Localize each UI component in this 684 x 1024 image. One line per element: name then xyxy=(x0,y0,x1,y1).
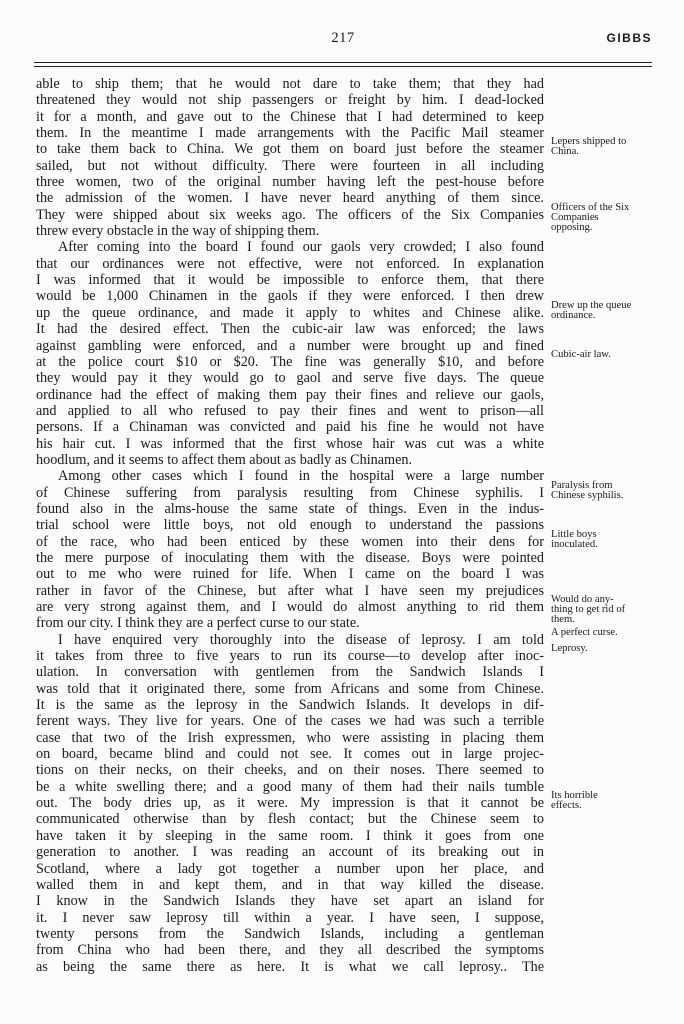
text-line: it takes from three to five years to run its course—to develop after inoc- xyxy=(36,648,544,665)
text-line: persons. If a Chinaman was convicted and paid his fine he would not have xyxy=(36,419,544,436)
text-line: tions on their necks, on their cheeks, and on their noses. There seemed to xyxy=(36,762,544,779)
margin-note-line: Companies xyxy=(551,211,599,223)
text-line: found also in the alms-house the same state of things. Even in the indus- xyxy=(36,500,544,517)
text-line: After coming into the board I found our gaols very crowded; I also found xyxy=(58,239,544,256)
text-line: at the police court $10 or $20. The fine was generally $10, and before xyxy=(36,353,544,370)
text-line: hoodlum, and it seems to affect them about as badly as Chinamen. xyxy=(36,451,413,468)
text-line: threatened they would not ship passengers or freight by him. I dead-locked xyxy=(36,92,544,109)
text-line: communicated otherwise than by flesh contact; but the Chinese seem to xyxy=(36,811,544,828)
margin-note xyxy=(551,350,611,360)
text-line: I was informed that it would be impossible to enforce them, that there xyxy=(36,272,544,289)
header-rule-upper xyxy=(34,62,652,63)
text-line: them. In the meantime I made arrangements with the Pacific Mail steamer xyxy=(36,125,544,142)
text-line: It is the same as the leprosy in the Sandwich Islands. It develops in dif- xyxy=(36,697,544,714)
text-line: generation to another. I was reading an account of its breaking out in xyxy=(36,844,544,861)
text-line: from China who had been there, and they all described the symptoms xyxy=(36,942,544,959)
margin-note xyxy=(551,644,588,654)
text-line: sailed, but not without difficulty. There were fourteen in all including xyxy=(36,157,544,174)
text-line: able to ship them; that he would not dare to take them; that they had xyxy=(36,76,544,92)
text-line: case that two of the Irish expressmen, who were assisting in placing them xyxy=(36,729,544,746)
text-line: they would pay it they would go to gaol and serve five days. The queue xyxy=(36,370,544,387)
margin-note-line: Paralysis from xyxy=(551,479,613,491)
text-line: his hair cut. I was informed that the first whose hair was cut was a white xyxy=(36,435,544,452)
text-line: rather in favor of the Chinese, but after what I have seen my prejudices xyxy=(36,582,544,599)
text-line: the admission of the women. I have never heard anything of them since. xyxy=(36,190,544,207)
text-line: threw every obstacle in the way of shipping them. xyxy=(36,223,320,240)
text-line: would be 1,000 Chinamen in the gaols if they were enforced. I then drew xyxy=(36,288,544,305)
text-line: I have enquired very thoroughly into the disease of leprosy. I am told xyxy=(58,631,544,648)
margin-note xyxy=(551,481,623,501)
running-head: GIBBS xyxy=(606,31,652,45)
text-line: and applied to all who refused to pay their fines and went to prison—all xyxy=(36,402,544,419)
text-line: it for a month, and gave out to the Chinese that I had determined to keep xyxy=(36,108,544,125)
margin-note xyxy=(551,301,631,321)
text-line: out. The body dries up, as it were. My impression is that it cannot be xyxy=(36,795,544,812)
text-line: against gambling were enforced, and a number were brought up and fined xyxy=(36,337,544,354)
margin-note xyxy=(551,203,629,233)
text-line: Scotland, where a lady got together a number upon her place, and xyxy=(36,860,544,877)
text-line: be a white swelling there; and a good many of them had their nails tumble xyxy=(36,778,544,795)
body-text xyxy=(36,76,544,975)
text-line: up the queue ordinance, and made it apply to whites and Chinese alike. xyxy=(36,304,544,321)
margin-note-line: Chinese syphilis. xyxy=(551,489,624,501)
margin-note xyxy=(551,530,598,550)
text-line: Among other cases which I found in the hospital were a large number xyxy=(58,468,544,485)
text-line: It had the desired effect. Then the cubic-air law was enforced; the laws xyxy=(36,321,544,338)
margin-note-line: Officers of the Six xyxy=(551,201,630,213)
text-line: from our city. I think they are a perfect curse to our state. xyxy=(36,615,360,632)
margin-note-line: them. xyxy=(551,614,575,626)
margin-note-line: opposing. xyxy=(551,221,593,233)
text-line: was told that it originated there, some from Africans and some from Chinese. xyxy=(36,680,544,697)
margin-note-line: effects. xyxy=(551,800,582,812)
text-line: I know in the Sandwich Islands they have set apart an island for xyxy=(36,893,544,910)
text-line: trial school were little boys, not old enough to understand the passions xyxy=(36,517,544,534)
text-line: ferent ways. They live for years. One of the cases we had was such a terrible xyxy=(36,713,544,730)
header-rule-lower xyxy=(34,66,652,67)
margin-note-line: ordinance. xyxy=(551,309,596,321)
margin-note xyxy=(551,137,626,157)
margin-note-line: inoculated. xyxy=(551,538,598,550)
text-line: They were shipped about six weeks ago. The officers of the Six Companies xyxy=(36,206,544,223)
text-line: of Chinese suffering from paralysis resulting from Chinese syphilis. I xyxy=(36,484,544,501)
page-number: 217 xyxy=(331,30,355,46)
margin-note-line: Little boys xyxy=(551,528,597,540)
text-line: have taken it by sleeping in the same room. I think it goes from one xyxy=(36,827,544,844)
text-line: that our ordinances were not effective, were not enforced. In explanation xyxy=(36,255,544,272)
text-line: twenty persons from the Sandwich Islands, including a gentleman xyxy=(36,925,544,942)
text-line: of the race, who had been enticed by these women into their dens for xyxy=(36,533,544,550)
text-line: to take them back to China. We got them on board just before the steamer xyxy=(36,141,544,158)
margin-note-line: Lepers shipped to xyxy=(551,136,627,148)
text-line: are very strong against them, and I would do almost anything to rid them xyxy=(36,599,544,615)
margin-note xyxy=(551,791,598,811)
margin-note-line: thing to get rid of xyxy=(551,604,626,616)
margin-note-line: Leprosy. xyxy=(551,643,588,655)
text-line: ulation. In conversation with gentlemen from the Sandwich Islands I xyxy=(36,664,544,681)
margin-note-line: Its horrible xyxy=(551,790,598,802)
text-line: the mere purpose of inoculating them with the disease. Boys were pointed xyxy=(36,549,544,566)
text-line: on board, became blind and could not see. It comes out in large projec- xyxy=(36,746,544,763)
margin-note xyxy=(551,595,625,625)
text-line: it. I never saw leprosy till within a year. I have seen, I suppose, xyxy=(36,909,544,926)
text-line: out to me who were ruined for life. When I came on the board I was xyxy=(36,566,544,583)
margin-note-line: China. xyxy=(551,146,579,158)
margin-note-line: A perfect curse. xyxy=(551,626,618,638)
margin-note-line: Cubic-air law. xyxy=(551,348,611,360)
text-line: as being the same there as here. It is what we call leprosy.. The xyxy=(36,958,544,975)
margin-note-line: Drew up the queue xyxy=(551,299,632,311)
text-line: three women, two of the original number having left the pest-house before xyxy=(36,174,544,191)
page-header xyxy=(34,30,652,50)
text-line: ordinance had the effect of making them pay their fines and relieve our gaols, xyxy=(36,386,544,403)
margin-note xyxy=(551,628,618,638)
margin-note-line: Would do any- xyxy=(551,594,614,606)
text-line: walled them in and kept them, and in that way killed the disease. xyxy=(36,876,544,893)
